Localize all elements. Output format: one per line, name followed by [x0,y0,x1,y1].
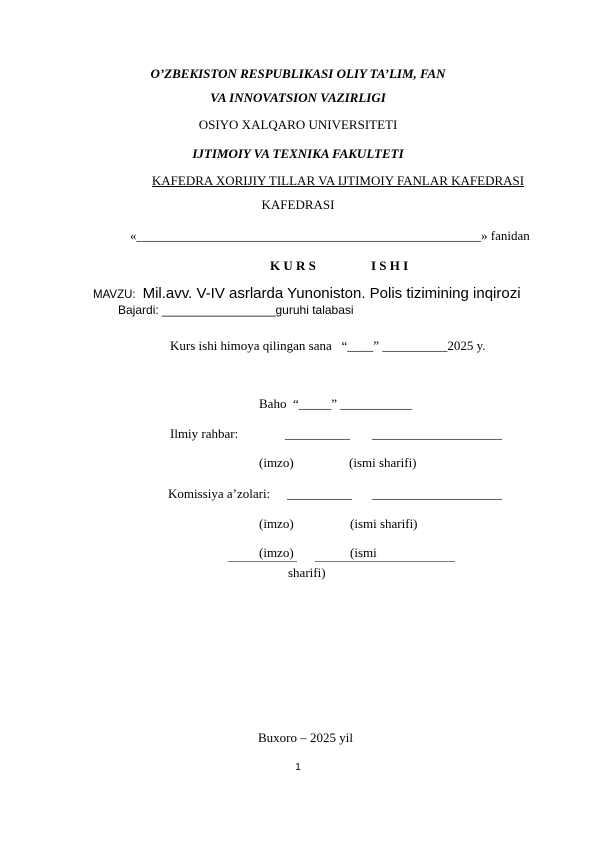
performer-suffix: guruhi talabasi [275,303,354,317]
department-line-2: KAFEDRASI [261,197,335,212]
grade-blank-2: ___________ [340,396,412,411]
performer-line [118,303,354,317]
commission-row2-name-line [315,561,455,562]
performer-blank: _________________ [162,303,276,317]
commission-signature-blank: __________ [287,486,352,501]
ministry-line-2: VA INNOVATSION VAZIRLIGI [210,90,386,105]
university-name: OSIYO XALQARO UNIVERSITETI [198,117,398,132]
subject-line [130,228,530,244]
title-kurs: K U R S [270,258,316,273]
commission-row2-name-caption-cont: sharifi) [288,565,326,580]
defense-label: Kurs ishi himoya qilingan sana [170,338,332,353]
place-year: Buxoro – 2025 yil [258,730,353,745]
commission-row1-name-caption: (ismi sharifi) [350,516,418,531]
grade-blank-1: “_____” [292,396,337,411]
defense-date-line [170,338,485,354]
commission-row1-signature-caption: (imzo) [259,516,294,531]
commission-row2-name-caption: (ismi [350,545,377,560]
supervisor-signature-caption: (imzo) [259,455,294,470]
subject-open-quote: « [130,228,137,243]
defense-year: 2025 y. [447,338,486,353]
commission-label: Komissiya a’zolari: [168,486,271,501]
subject-blank: _____________________________________________________ [136,228,481,243]
page-number: 1 [295,762,301,773]
commission-row2-signature-caption: (imzo) [259,545,294,560]
supervisor-name-blank: ____________________ [372,426,502,441]
commission-name-blank: ____________________ [372,486,502,501]
faculty-name: IJTIMOIY VA TEXNIKA FAKULTETI [192,146,404,161]
supervisor-name-caption: (ismi sharifi) [349,455,417,470]
department-line-1: KAFEDRA XORIJIY TILLAR VA IJTIMOIY FANLAR KAFEDRASI [151,173,525,188]
defense-day-blank: “____” [341,338,380,353]
commission-row2-signature-line [228,561,297,562]
supervisor-label: Ilmiy rahbar: [170,426,239,441]
performer-label: Bajardi: [118,303,159,317]
title-ishi: I S H I [371,258,409,273]
ministry-line-1: O’ZBEKISTON RESPUBLIKASI OLIY TA’LIM, FAN [150,66,446,81]
topic-text: Mil.avv. V-IV asrlarda Yunoniston. Polis tizimining inqirozi [142,285,521,302]
topic-label: MAVZU: [93,289,136,301]
subject-suffix: » fanidan [481,228,530,243]
grade-label: Baho [259,396,287,411]
defense-month-blank: __________ [382,338,448,353]
topic-line [93,285,521,303]
supervisor-signature-blank: __________ [285,426,350,441]
grade-line [259,396,412,412]
